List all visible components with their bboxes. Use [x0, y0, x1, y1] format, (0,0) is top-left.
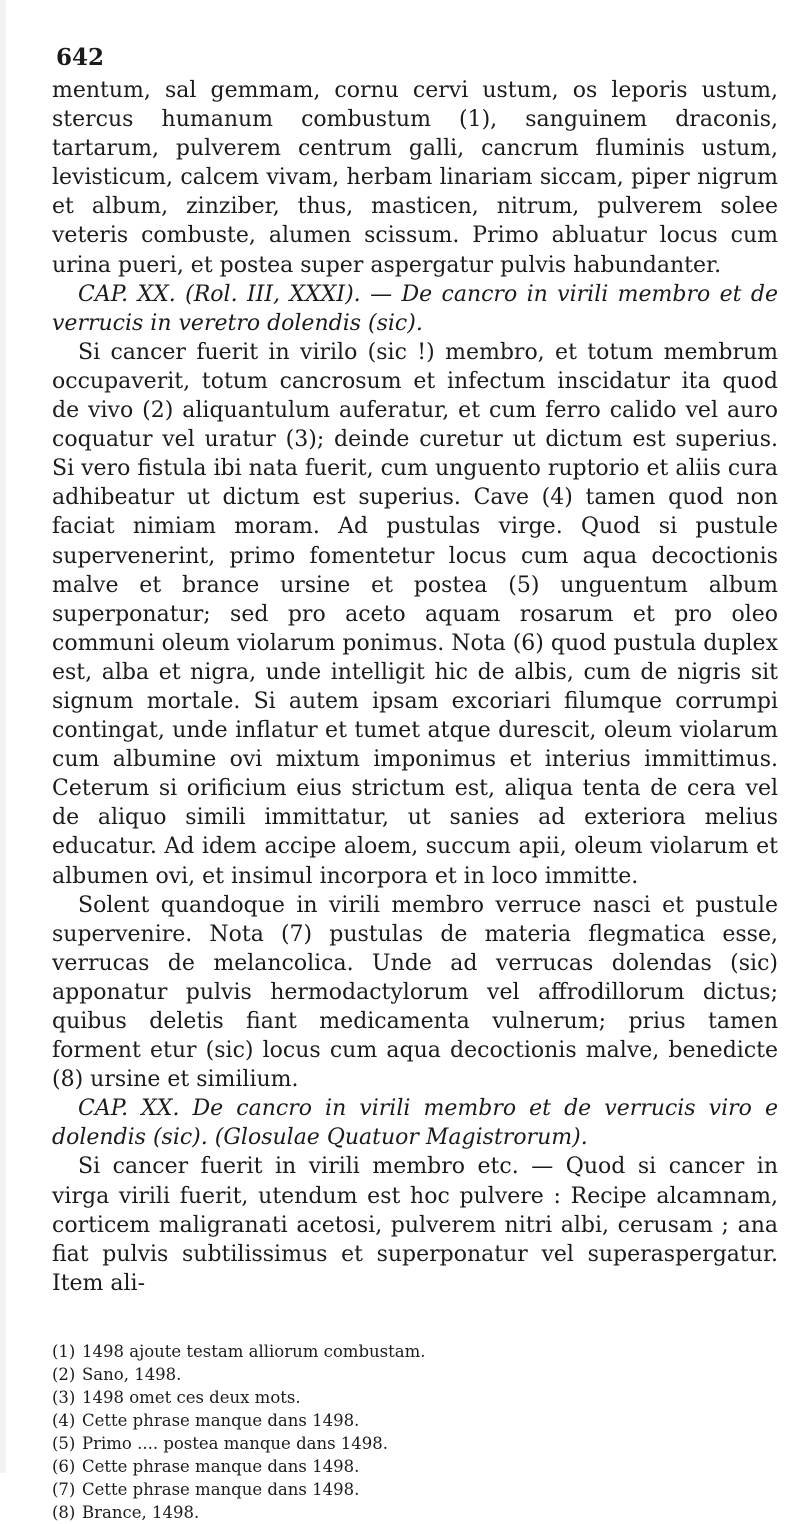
- chapter-heading-glosulae: CAP. XX. De cancro in virili membro et de verrucis viro e dolendis (sic). (Glosulae Quatuor Magistrorum).: [52, 1096, 778, 1151]
- footnote: (8) Brance, 1498.: [52, 1502, 200, 1522]
- footnote: (7) Cette phrase manque dans 1498.: [52, 1479, 360, 1499]
- footnote: (5) Primo .... postea manque dans 1498.: [52, 1433, 389, 1453]
- paragraph-verruce: Solent quandoque in virili membro verruce nasci et pustule supervenire. Nota (7) pustulas de materia flegmatica esse, verrucas de melancolica. Unde ad verrucas dolendas (sic) apponatur pulvis hermodactylorum vel affrodillorum dictus; quibus deletis fiant medicamenta vulnerum; prius tamen forment etur (sic) locus cum aqua decoctionis malve, benedicte (8) ursine et similium.: [52, 892, 778, 1093]
- footnote: (3) 1498 omet ces deux mots.: [52, 1387, 301, 1407]
- footnote: (6) Cette phrase manque dans 1498.: [52, 1456, 360, 1476]
- main-text: [52, 76, 778, 1298]
- paragraph-cancer: Si cancer fuerit in virilo (sic !) membro, et totum membrum occupaverit, totum cancrosum et infectum inscidatur ita quod de vivo (2) aliquantulum auferatur, et cum ferro calido vel auro coquatur vel uratur (3); deinde curetur ut dictum est superius. Si vero fistula ibi nata fuerit, cum unguento ruptorio et aliis cura adhibeatur ut dictum est superius. Cave (4) tamen quod non faciat nimiam moram. Ad pustulas virge. Quod si pustule supervenerint, primo fomentetur locus cum aqua decoctionis malve et brance ursine et postea (5) unguentum album superponatur; sed pro aceto aquam rosarum et pro oleo communi oleum violarum ponimus. Nota (6) quod pustula duplex est, alba et nigra, unde intelligit hic de albis, cum de nigris sit signum mortale. Si autem ipsam excoriari filumque corrumpi contingat, unde inflatur et tumet atque durescit, oleum violarum cum albumine ovi mixtum imponimus et interius immittimus. Ceterum si orificium eius strictum est, aliqua tenta de cera vel de aliquo simili immittatur, ut sanies ad exteriora melius educatur. Ad idem accipe aloem, succum apii, oleum violarum et albumen ovi, et insimul incorpora et in loco immitte.: [52, 339, 778, 889]
- footnotes: [52, 1340, 778, 1524]
- paragraph-glosulae: Si cancer fuerit in virili membro etc. — Quod si cancer in virga virili fuerit, utendum est hoc pulvere : Recipe alcamnam, corticem maligranati acetosi, pulverem nitri albi, cerusam ; ana fiat pulvis subtilissimus et superponatur vel superaspergatur. Item ali-: [52, 1154, 778, 1296]
- footnote: (2) Sano, 1498.: [52, 1364, 182, 1384]
- chapter-heading-rolandus: CAP. XX. (Rol. III, XXXI). — De cancro in virili membro et de verrucis in veretro dolendis (sic).: [52, 281, 778, 336]
- footnote: (1) 1498 ajoute testam alliorum combustam.: [52, 1341, 426, 1361]
- scan-edge: [0, 0, 6, 1473]
- paragraph-continuation: mentum, sal gemmam, cornu cervi ustum, os leporis ustum, stercus humanum combustum (1), sanguinem draconis, tartarum, pulverem centrum galli, cancrum fluminis ustum, levisticum, calcem vivam, herbam linariam siccam, piper nigrum et album, zinziber, thus, masticen, nitrum, pulverem solee veteris combuste, alumen scissum. Primo abluatur locus cum urina pueri, et postea super aspergatur pulvis habundanter.: [52, 78, 778, 278]
- footnote: (4) Cette phrase manque dans 1498.: [52, 1410, 360, 1430]
- page-number: 642: [56, 44, 105, 71]
